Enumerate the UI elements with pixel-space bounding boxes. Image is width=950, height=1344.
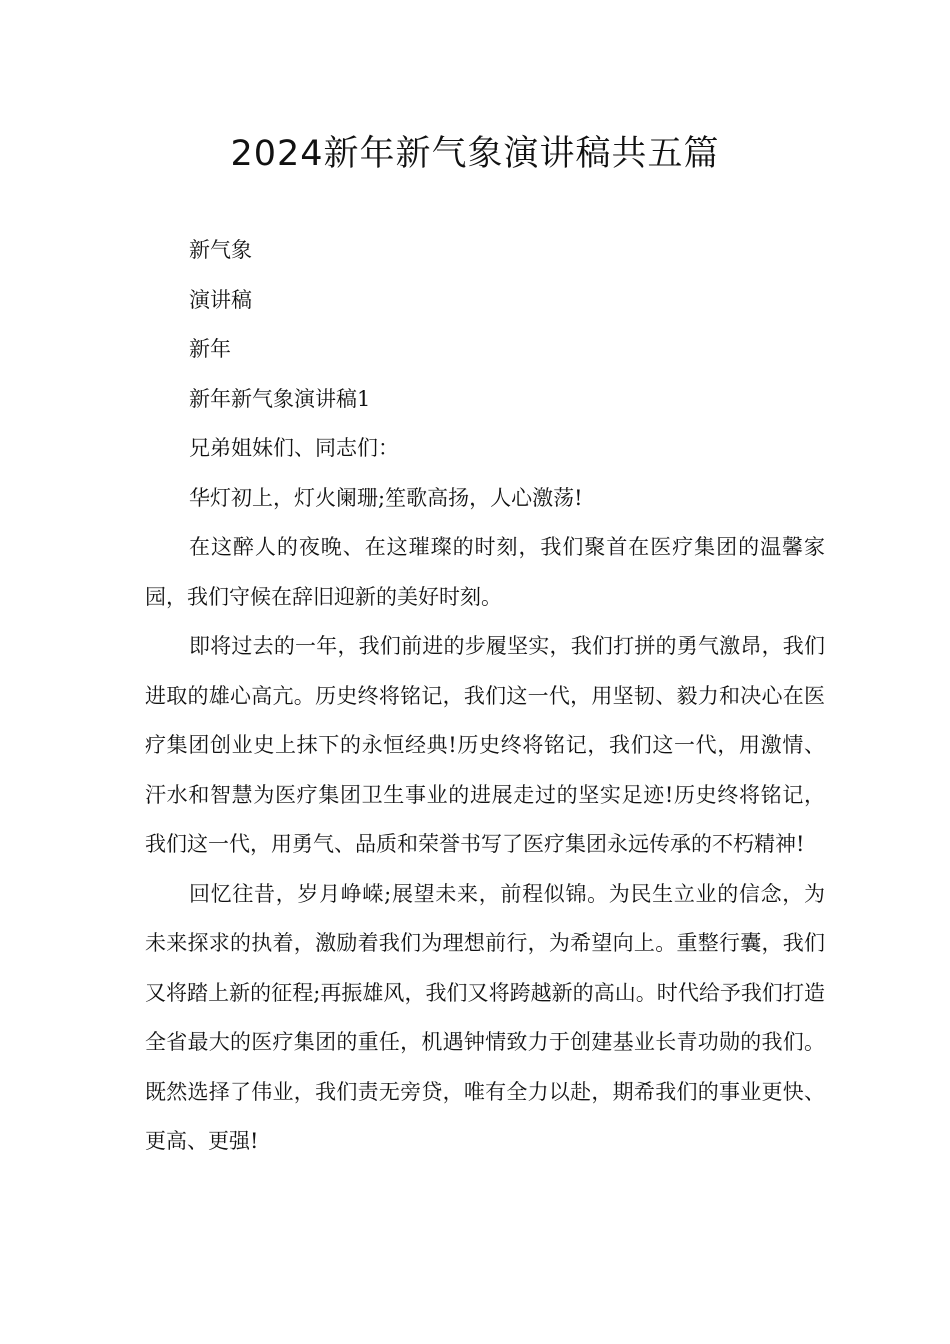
paragraph: 即将过去的一年，我们前进的步履坚实，我们打拼的勇气激昂，我们进取的雄心高亢。历史终将铭记，我们这一代，用坚韧、毅力和决心在医疗集团创业史上抹下的永恒经典!历史终将铭记，我们这一代，用激情、汗水和智慧为医疗集团卫生事业的进展走过的坚实足迹!历史终将铭记，我们这一代，用勇气、品质和荣誉书写了医疗集团永远传承的不朽精神!	[145, 634, 825, 856]
document-title: 2024新年新气象演讲稿共五篇	[230, 134, 720, 174]
paragraph: 回忆往昔，岁月峥嵘;展望未来，前程似锦。为民生立业的信念，为未来探求的执着，激励着我们为理想前行，为希望向上。重整行囊，我们又将踏上新的征程;再振雄风，我们又将跨越新的高山。时代给予我们打造全省最大的医疗集团的重任，机遇钟情致力于创建基业长青功勋的我们。既然选择了伟业，我们责无旁贷，唯有全力以赴，期希我们的事业更快、更高、更强!	[145, 881, 825, 1153]
paragraph: 华灯初上，灯火阑珊;笙歌高扬，人心激荡!	[189, 485, 583, 510]
keyword-line: 新年	[189, 337, 231, 361]
document-body	[145, 226, 825, 1167]
keyword-line: 演讲稿	[189, 287, 252, 312]
section-heading: 新年新气象演讲稿1	[189, 386, 371, 411]
keyword-line: 新气象	[189, 238, 252, 262]
greeting-line: 兄弟姐妹们、同志们：	[189, 436, 399, 460]
paragraph: 在这醉人的夜晚、在这璀璨的时刻，我们聚首在医疗集团的温馨家园，我们守候在辞旧迎新的美好时刻。	[145, 535, 825, 609]
